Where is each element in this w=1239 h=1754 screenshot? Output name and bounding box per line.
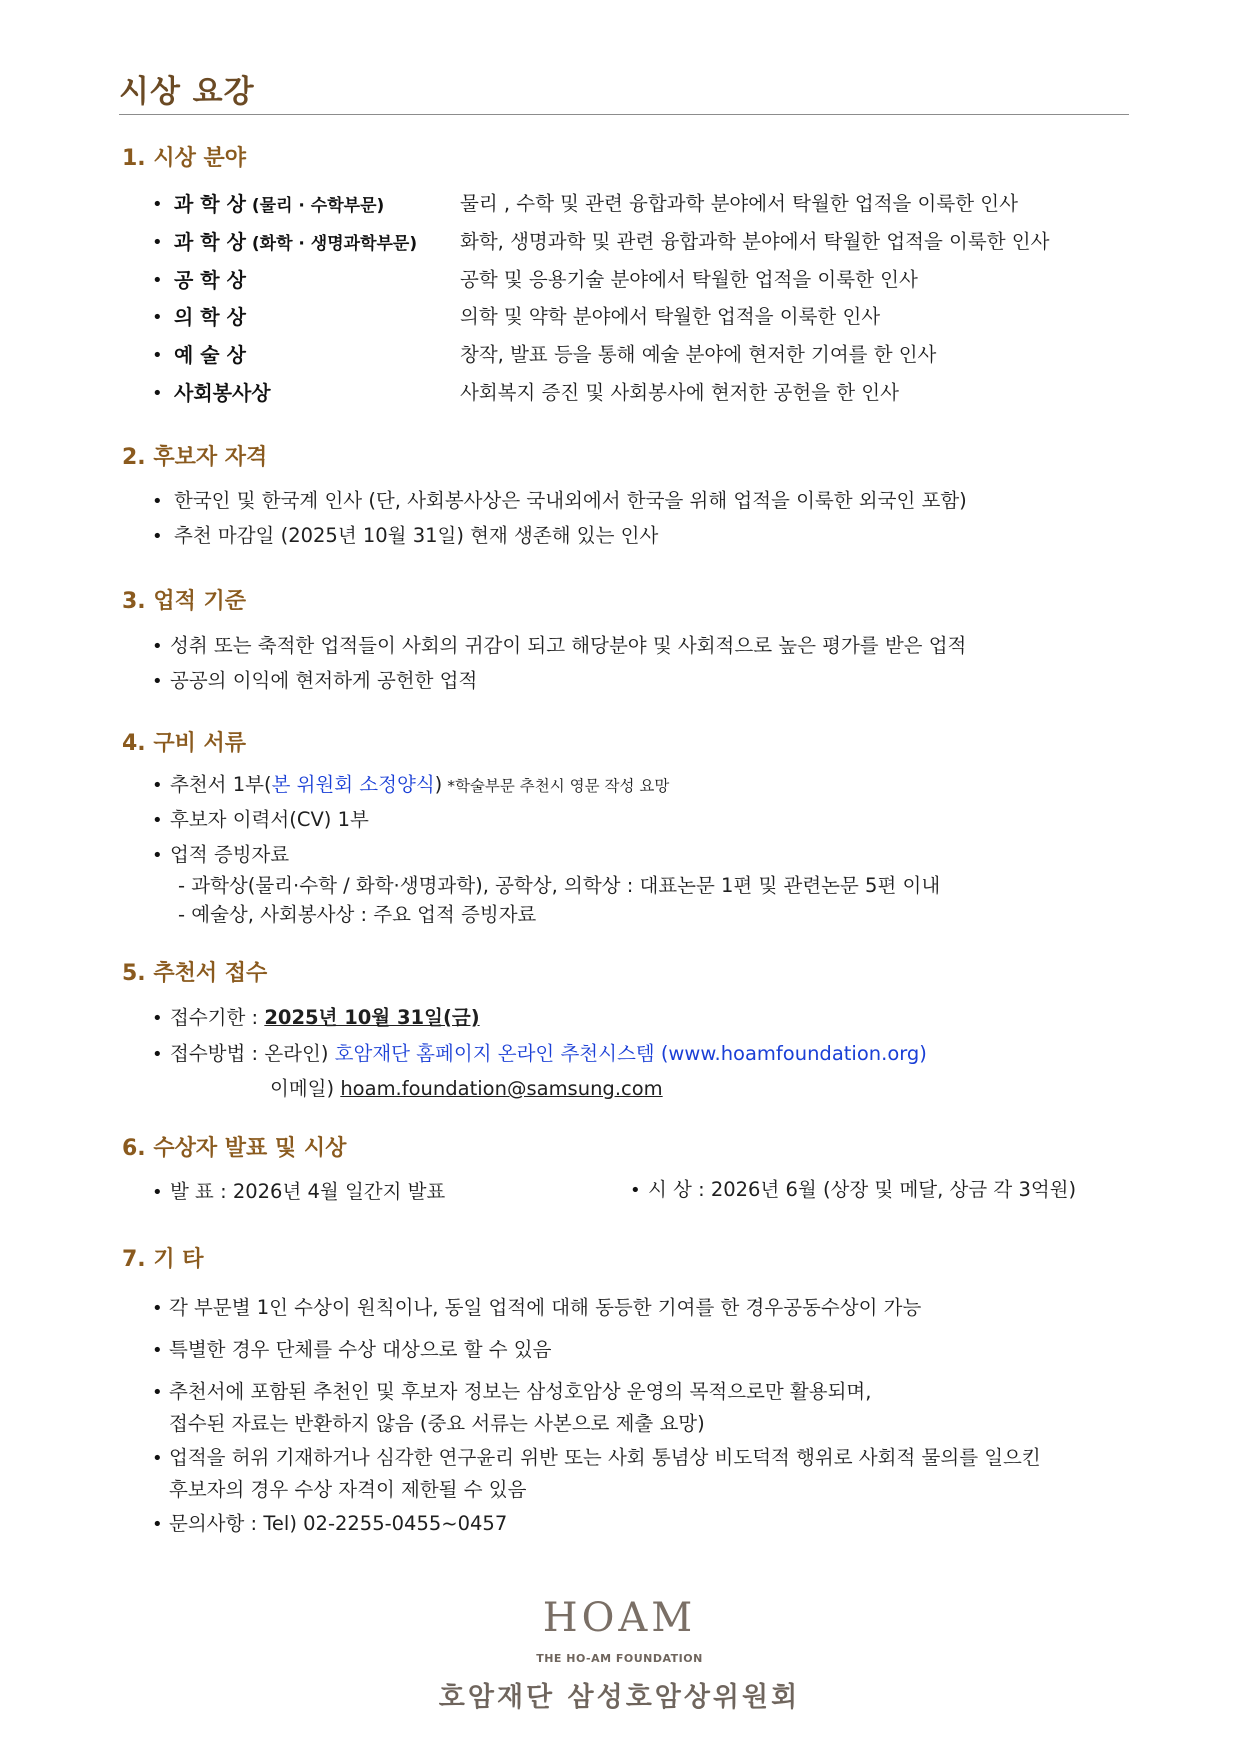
- award-description: 의학 및 약학 분야에서 탁월한 업적을 이룩한 인사: [460, 305, 881, 328]
- award-name-text: 의 학 상: [174, 305, 246, 329]
- online-system-link[interactable]: 호암재단 홈페이지 온라인 추천시스템 (www.hoamfoundation.org): [334, 1042, 927, 1065]
- eligibility-item-1: 한국인 및 한국계 인사 (단, 사회봉사상은 국내외에서 한국을 위해 업적을 이룩한 외국인 포함): [174, 489, 967, 512]
- bullet: •: [152, 194, 163, 215]
- award-name: [174, 268, 246, 292]
- email-label: 이메일): [270, 1077, 341, 1100]
- bullet: •: [152, 1298, 163, 1319]
- section-3-heading: 3. 업적 기준: [122, 589, 246, 614]
- bullet: •: [152, 671, 163, 692]
- bullet: •: [152, 1514, 163, 1535]
- bullet: •: [152, 232, 163, 253]
- misc-item-4b: 후보자의 경우 수상 자격이 제한될 수 있음: [169, 1478, 527, 1501]
- bullet: •: [152, 1382, 163, 1403]
- award-description: 물리 , 수학 및 관련 융합과학 분야에서 탁월한 업적을 이룩한 인사: [460, 192, 1018, 215]
- award-description: 화학, 생명과학 및 관련 융합과학 분야에서 탁월한 업적을 이룩한 인사: [460, 230, 1050, 253]
- award-name: [174, 381, 271, 405]
- award-subfield: (화학 · 생명과학부문): [251, 234, 418, 254]
- section-7-heading: 7. 기 타: [122, 1247, 204, 1272]
- criteria-item-1: 성취 또는 축적한 업적들이 사회의 귀감이 되고 해당분야 및 사회적으로 높은 평가를 받은 업적: [170, 634, 967, 657]
- award-name: [174, 230, 417, 254]
- criteria-item-2: 공공의 이익에 현저하게 공헌한 업적: [170, 669, 478, 692]
- award-description: 공학 및 응용기술 분야에서 탁월한 업적을 이룩한 인사: [460, 268, 918, 291]
- misc-item-3a: 추천서에 포함된 추천인 및 후보자 정보는 삼성호암상 운영의 목적으로만 활용되며,: [169, 1380, 872, 1403]
- misc-item-2: 특별한 경우 단체를 수상 대상으로 할 수 있음: [169, 1338, 552, 1361]
- ceremony-item: 시 상 : 2026년 6월 (상장 및 메달, 상금 각 3억원): [648, 1178, 1077, 1201]
- documents-item-1-close: ): [434, 773, 443, 796]
- misc-item-1: 각 부문별 1인 수상이 원칙이나, 동일 업적에 대해 동등한 기여를 한 경우공동수상이 가능: [169, 1296, 922, 1319]
- award-name: [174, 343, 246, 367]
- hoam-logo: HOAM: [542, 1595, 697, 1641]
- bullet: •: [152, 307, 163, 328]
- award-name-text: 과 학 상: [174, 230, 246, 254]
- bullet: •: [152, 636, 163, 657]
- award-subfield: (물리 · 수학부문): [251, 196, 385, 216]
- bullet: •: [152, 845, 163, 866]
- bullet: •: [152, 1182, 163, 1203]
- award-name-text: 공 학 상: [174, 268, 246, 292]
- deadline-label: 접수기한 :: [170, 1006, 265, 1029]
- bullet: •: [152, 345, 163, 366]
- bullet: •: [630, 1180, 641, 1201]
- award-name: [174, 192, 384, 216]
- contact-info: 문의사항 : Tel) 02-2255-0455~0457: [169, 1512, 508, 1535]
- award-description: 사회복지 증진 및 사회봉사에 현저한 공헌을 한 인사: [460, 381, 899, 404]
- award-name-text: 과 학 상: [174, 192, 246, 216]
- award-name-text: 사회봉사상: [174, 381, 271, 405]
- bullet: •: [152, 1448, 163, 1469]
- method-row: [170, 1042, 927, 1065]
- section-2-heading: 2. 후보자 자격: [122, 445, 268, 470]
- announcement-item: 발 표 : 2026년 4월 일간지 발표: [170, 1180, 446, 1203]
- bullet: •: [152, 1044, 163, 1065]
- section-6-heading: 6. 수상자 발표 및 시상: [122, 1136, 347, 1161]
- documents-item-2: 후보자 이력서(CV) 1부: [170, 808, 369, 831]
- bullet: •: [152, 1008, 163, 1029]
- misc-item-3b: 접수된 자료는 반환하지 않음 (중요 서류는 사본으로 제출 요망): [169, 1412, 705, 1435]
- eligibility-item-2: 추천 마감일 (2025년 10월 31일) 현재 생존해 있는 인사: [174, 524, 659, 547]
- deadline-row: [170, 1006, 480, 1029]
- email-row: [270, 1077, 663, 1100]
- bullet: •: [152, 775, 163, 796]
- bullet: •: [152, 383, 163, 404]
- section-1-heading: 1. 시상 분야: [122, 146, 246, 171]
- organization-name: 호암재단 삼성호암상위원회: [438, 1682, 801, 1713]
- title-divider: [119, 114, 1129, 115]
- documents-sub-2: - 예술상, 사회봉사상 : 주요 업적 증빙자료: [178, 903, 537, 926]
- page-title: 시상 요강: [119, 74, 255, 110]
- award-name-text: 예 술 상: [174, 343, 246, 367]
- documents-item-1-note: *학술부문 추천시 영문 작성 요망: [442, 777, 670, 795]
- hoam-logo-subtitle: THE HO-AM FOUNDATION: [536, 1652, 703, 1665]
- bullet: •: [152, 1340, 163, 1361]
- section-5-heading: 5. 추천서 접수: [122, 961, 268, 986]
- method-label: 접수방법 : 온라인): [170, 1042, 335, 1065]
- deadline-value: 2025년 10월 31일(금): [264, 1006, 480, 1029]
- documents-item-3: 업적 증빙자료: [170, 843, 290, 866]
- documents-item-1: [170, 773, 669, 796]
- bullet: •: [152, 270, 163, 291]
- email-link[interactable]: hoam.foundation@samsung.com: [340, 1077, 663, 1100]
- bullet: •: [152, 491, 163, 512]
- award-description: 창작, 발표 등을 통해 예술 분야에 현저한 기여를 한 인사: [460, 343, 937, 366]
- documents-item-1-text: 추천서 1부(: [170, 773, 272, 796]
- documents-sub-1: - 과학상(물리·수학 / 화학·생명과학), 공학상, 의학상 : 대표논문 1편 및 관련논문 5편 이내: [178, 874, 941, 897]
- bullet: •: [152, 810, 163, 831]
- award-name: [174, 305, 246, 329]
- form-link[interactable]: 본 위원회 소정양식: [271, 773, 435, 796]
- section-4-heading: 4. 구비 서류: [122, 731, 246, 756]
- bullet: •: [152, 526, 163, 547]
- misc-item-4a: 업적을 허위 기재하거나 심각한 연구윤리 위반 또는 사회 통념상 비도덕적 행위로 사회적 물의를 일으킨: [169, 1446, 1041, 1469]
